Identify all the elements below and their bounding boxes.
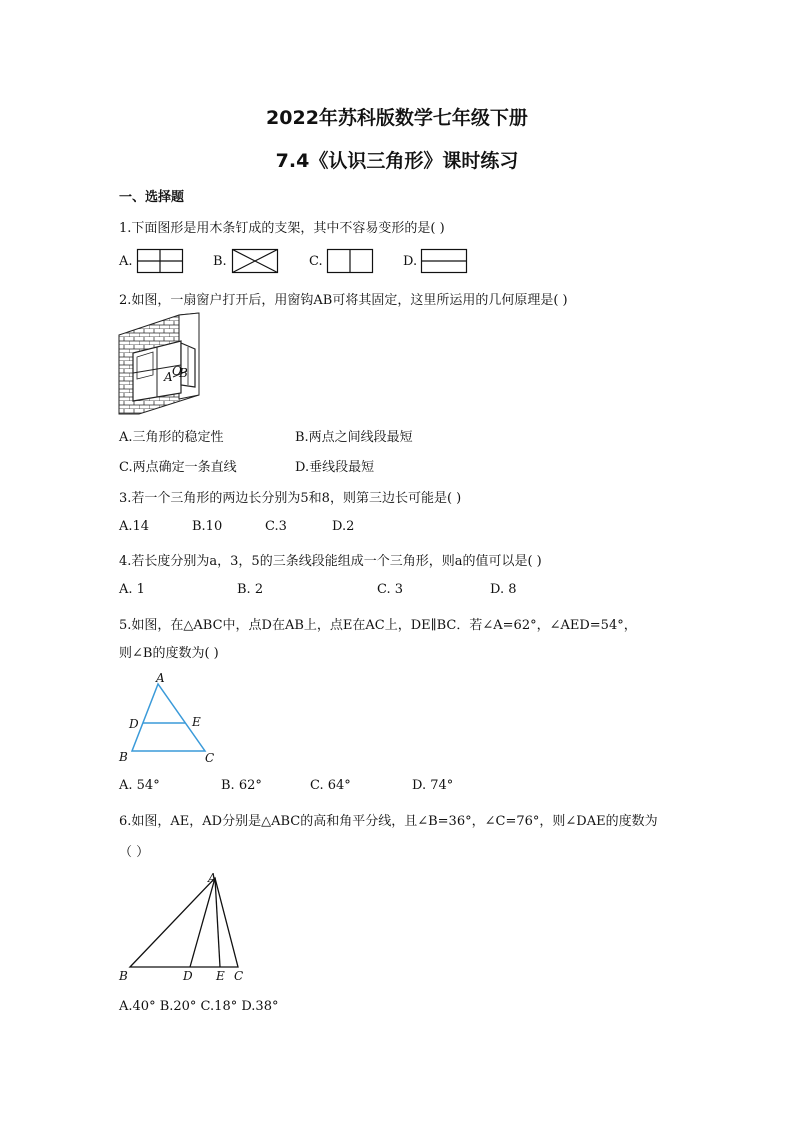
q4-option-a: A. 1 xyxy=(119,582,145,597)
q5-option-c: C. 64° xyxy=(310,778,351,793)
q2-option-b: B.两点之间线段最短 xyxy=(295,430,413,445)
q1-option-a-label: A. xyxy=(119,254,133,269)
window-label-a: A xyxy=(164,370,173,384)
question-4-text: 4.若长度分别为a，3，5的三条线段能组成一个三角形，则a的值可以是( ) xyxy=(119,554,542,569)
q3-option-c: C.3 xyxy=(265,519,287,534)
question-5-text-line2: 则∠B的度数为( ) xyxy=(119,646,219,661)
q5-option-d: D. 74° xyxy=(412,778,454,793)
question-3-text: 3.若一个三角形的两边长分别为5和8，则第三边长可能是( ) xyxy=(119,491,462,506)
q1-option-b-label: B. xyxy=(213,254,227,269)
q5-label-e: E xyxy=(192,715,201,729)
page-title: 2022年苏科版数学七年级下册 xyxy=(266,107,528,129)
rect-vertical-divided-icon xyxy=(327,249,373,273)
q2-option-d: D.垂线段最短 xyxy=(295,460,375,475)
window-label-o: O xyxy=(172,364,182,378)
q5-option-a: A. 54° xyxy=(119,778,160,793)
q1-option-d-label: D. xyxy=(403,254,418,269)
q6-label-c: C xyxy=(234,969,244,983)
q6-label-b: B xyxy=(119,969,128,983)
q5-label-b: B xyxy=(119,750,128,764)
q5-label-a: A xyxy=(156,671,165,685)
q3-option-d: D.2 xyxy=(332,519,355,534)
rect-horizontal-divided-icon xyxy=(421,249,467,273)
q4-option-b: B. 2 xyxy=(237,582,264,597)
question-5-text-line1: 5.如图，在△ABC中，点D在AB上，点E在AC上，DE∥BC．若∠A=62°，∠AED=54°， xyxy=(119,618,637,633)
question-6-text-line1: 6.如图，AE，AD分别是△ABC的高和角平分线，且∠B=36°，∠C=76°，则∠DAE的度数为 xyxy=(119,814,658,829)
q6-label-a: A xyxy=(208,871,217,885)
q6-options: A.40° B.20° C.18° D.38° xyxy=(119,999,279,1014)
q6-label-e: E xyxy=(216,969,225,983)
q3-option-a: A.14 xyxy=(119,519,150,534)
triangle-abc-altitude-figure xyxy=(116,868,256,984)
page-subtitle: 7.4《认识三角形》课时练习 xyxy=(275,150,519,172)
q5-option-b: B. 62° xyxy=(221,778,262,793)
q6-label-d: D xyxy=(183,969,193,983)
q5-label-d: D xyxy=(129,717,139,731)
triangle-abc-de-figure xyxy=(116,672,220,768)
q4-option-d: D. 8 xyxy=(490,582,517,597)
q1-option-c-label: C. xyxy=(309,254,323,269)
window-label-b: B xyxy=(179,366,188,380)
q5-label-c: C xyxy=(205,751,215,765)
q2-option-a: A.三角形的稳定性 xyxy=(119,430,224,445)
q2-option-c: C.两点确定一条直线 xyxy=(119,460,237,475)
rect-cross-divided-icon xyxy=(137,249,183,273)
q3-option-b: B.10 xyxy=(192,519,223,534)
rect-diagonals-icon xyxy=(232,249,278,273)
window-wall-figure xyxy=(119,313,201,415)
question-1-text: 1.下面图形是用木条钉成的支架，其中不容易变形的是( ) xyxy=(119,221,445,236)
question-2-text: 2.如图，一扇窗户打开后，用窗钩AB可将其固定，这里所运用的几何原理是( ) xyxy=(119,293,568,308)
question-6-text-line2: （ ） xyxy=(119,845,150,860)
section-heading: 一、选择题 xyxy=(119,190,185,205)
q4-option-c: C. 3 xyxy=(377,582,404,597)
